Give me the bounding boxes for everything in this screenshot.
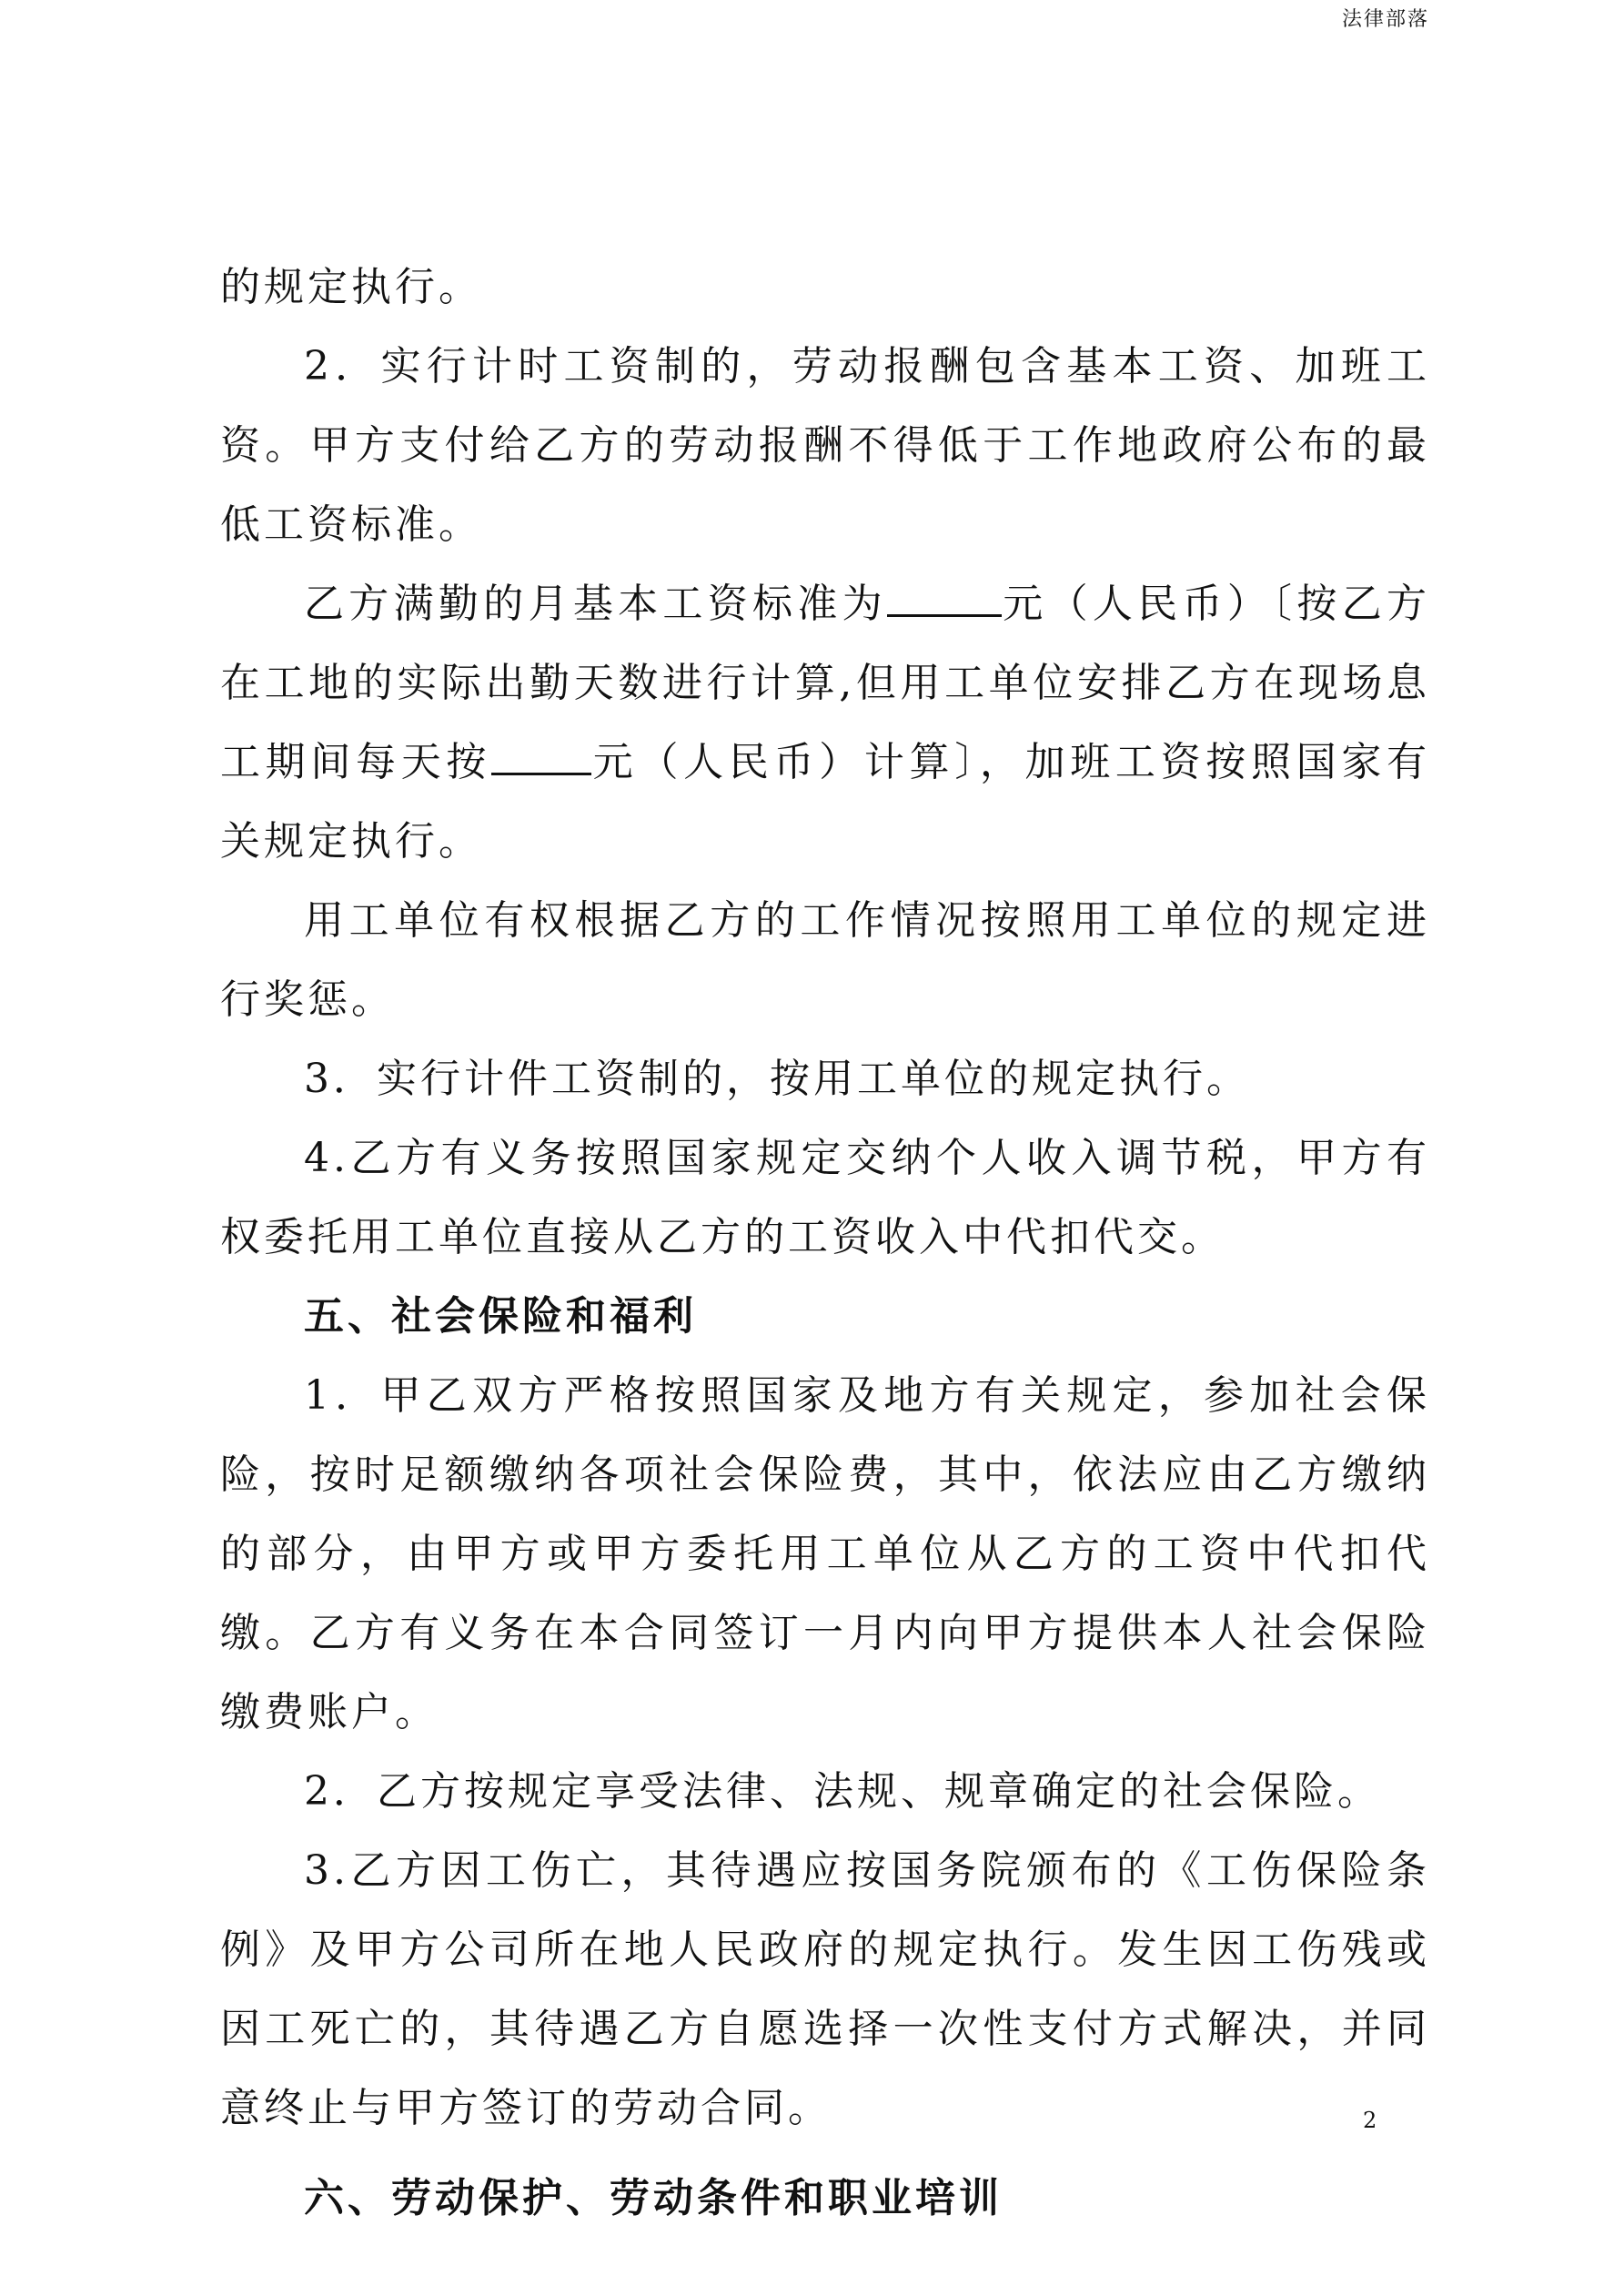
paragraph-income-tax: 4.乙方有义务按照国家规定交纳个人收入调节税，甲方有权委托用工单位直接从乙方的工资收入中代扣代交。: [220, 1135, 1430, 1260]
paragraph-rewards: 用工单位有权根据乙方的工作情况按照用工单位的规定进行奖惩。: [220, 897, 1430, 1023]
base-salary-text-a: 乙方满勤的月基本工资标准为: [304, 581, 887, 627]
section-heading-social-insurance: 五、社会保险和福利: [304, 1293, 697, 1340]
paragraph-continuation: 的规定执行。: [220, 264, 482, 310]
section-heading-labor-protection: 六、劳动保护、劳动条件和职业培训: [304, 2175, 1003, 2221]
paragraph-insurance-2: 2．乙方按规定享受法律、法规、规章确定的社会保险。: [304, 1768, 1381, 1815]
paragraph-insurance-3: 3.乙方因工伤亡，其待遇应按国务院颁布的《工伤保险条例》及甲方公司所在地人民政府的规定执行。发生因工伤残或因工死亡的，其待遇乙方自愿选择一次性支付方式解决，并同意终止与甲方签订的劳动合同。: [220, 1847, 1430, 2131]
monthly-salary-blank[interactable]: [887, 578, 1002, 617]
page-number: 2: [1363, 2108, 1377, 2133]
header-site-name: 法律部落: [1341, 8, 1429, 31]
paragraph-insurance-1: 1．甲乙双方严格按照国家及地方有关规定，参加社会保险，按时足额缴纳各项社会保险费，其中，依法应由乙方缴纳的部分，由甲方或甲方委托用工单位从乙方的工资中代扣代缴。乙方有义务在本合同签订一月内向甲方提供本人社会保险缴费账户。: [220, 1372, 1430, 1735]
paragraph-piece-rate: 3．实行计件工资制的，按用工单位的规定执行。: [304, 1056, 1250, 1102]
base-salary-text-c: 元（人民币）计算〕，加班工资按照国家有关规定执行。: [220, 739, 1431, 865]
paragraph-hourly-wage: 2．实行计时工资制的，劳动报酬包含基本工资、加班工资。甲方支付给乙方的劳动报酬不得低于工作地政府公布的最低工资标准。: [220, 343, 1430, 548]
paragraph-base-salary: [220, 564, 1430, 881]
base-salary-text-b: 元（人民币）〔按乙方在工地的实际出勤天数进行计算,但用工单位安排乙方在现场息工期间每天按: [220, 581, 1431, 785]
document-body: [220, 248, 1430, 2238]
daily-rate-blank[interactable]: [491, 736, 591, 775]
